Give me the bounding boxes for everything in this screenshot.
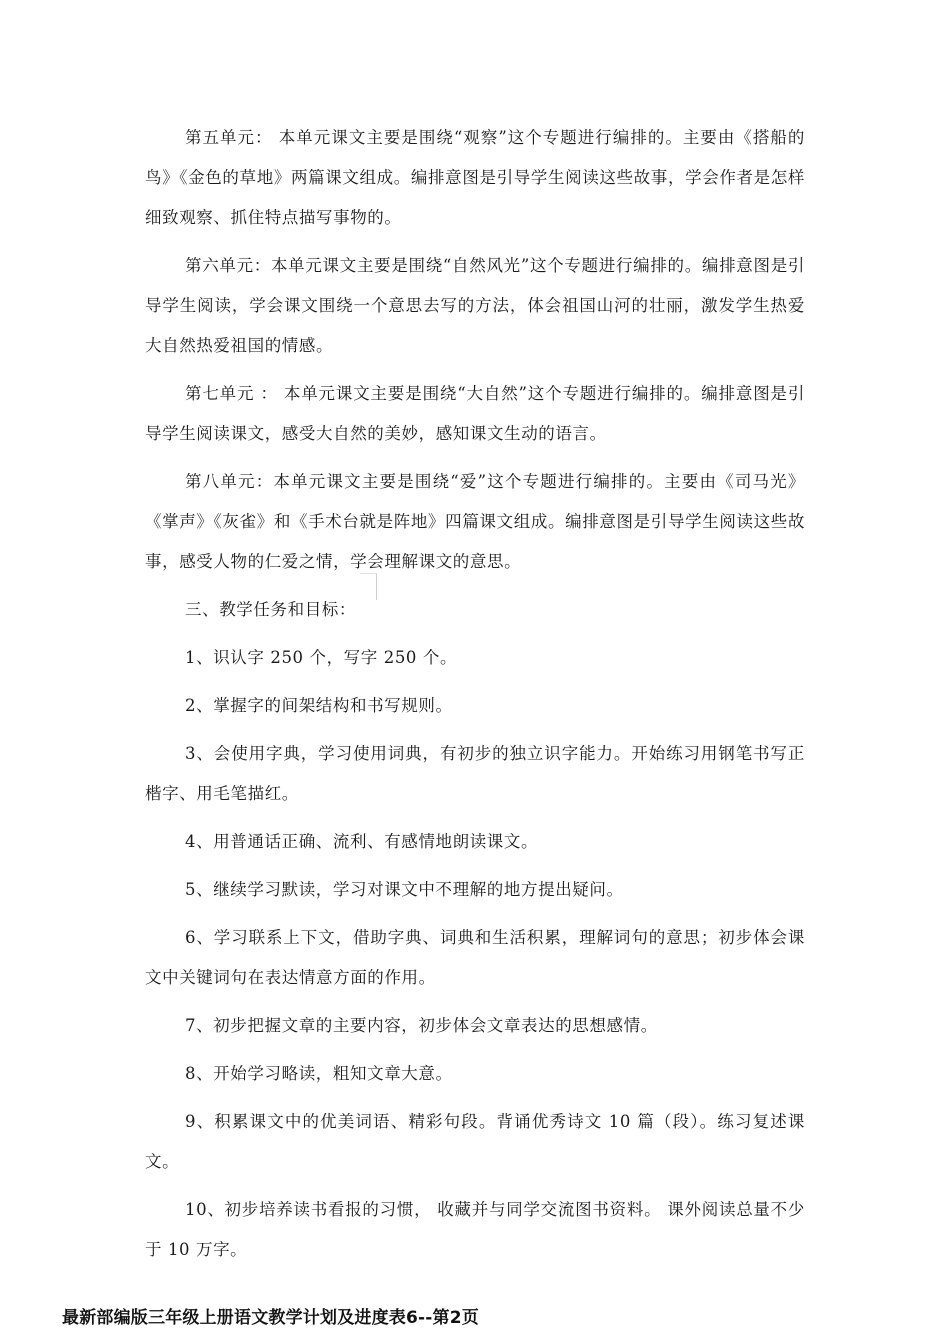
goal-item-8: 8、开始学习略读，粗知文章大意。 [185, 1064, 453, 1083]
goal-item-5: 5、继续学习默读，学习对课文中不理解的地方提出疑问。 [185, 880, 624, 899]
goal-item-2: 2、掌握字的间架结构和书写规则。 [185, 696, 453, 715]
paragraph-unit-7: 第七单元 ： 本单元课文主要是围绕“大自然”这个专题进行编排的。编排意图是引导学生阅读课文，感受大自然的美妙，感知课文生动的语言。 [145, 384, 805, 443]
document-body [145, 118, 805, 1278]
page-footer: 最新部编版三年级上册语文教学计划及进度表6--第2页 [62, 1308, 479, 1328]
goal-item-4: 4、用普通话正确、流利、有感情地朗读课文。 [185, 832, 539, 851]
section-heading-goals: 三、教学任务和目标： [185, 600, 356, 619]
goal-item-7: 7、初步把握文章的主要内容，初步体会文章表达的思想感情。 [185, 1016, 658, 1035]
paragraph-unit-8: 第八单元：本单元课文主要是围绕“爱”这个专题进行编排的。主要由《司马光》《掌声》《灰雀》和《手术台就是阵地》四篇课文组成。编排意图是引导学生阅读这些故事，感受人物的仁爱之情，学会理解课文的意思。 [145, 472, 805, 571]
text-cursor-marker [360, 573, 377, 600]
goal-item-6: 6、学习联系上下文，借助字典、词典和生活积累，理解词句的意思；初步体会课文中关键词句在表达情意方面的作用。 [145, 928, 805, 987]
goal-item-3: 3、会使用字典，学习使用词典，有初步的独立识字能力。开始练习用钢笔书写正楷字、用毛笔描红。 [145, 744, 805, 803]
goal-item-1: 1、识认字 250 个，写字 250 个。 [185, 648, 458, 667]
paragraph-unit-6: 第六单元：本单元课文主要是围绕“自然风光”这个专题进行编排的。编排意图是引导学生阅读，学会课文围绕一个意思去写的方法，体会祖国山河的壮丽，激发学生热爱大自然热爱祖国的情感。 [145, 256, 805, 355]
goal-item-9: 9、积累课文中的优美词语、精彩句段。背诵优秀诗文 10 篇（段）。练习复述课文。 [145, 1112, 805, 1171]
paragraph-unit-5: 第五单元： 本单元课文主要是围绕“观察”这个专题进行编排的。主要由《搭船的鸟》《金色的草地》两篇课文组成。编排意图是引导学生阅读这些故事，学会作者是怎样细致观察、抓住特点描写事物的。 [145, 128, 805, 227]
goal-item-10: 10、初步培养读书看报的习惯， 收藏并与同学交流图书资料。 课外阅读总量不少于 10 万字。 [145, 1200, 805, 1259]
